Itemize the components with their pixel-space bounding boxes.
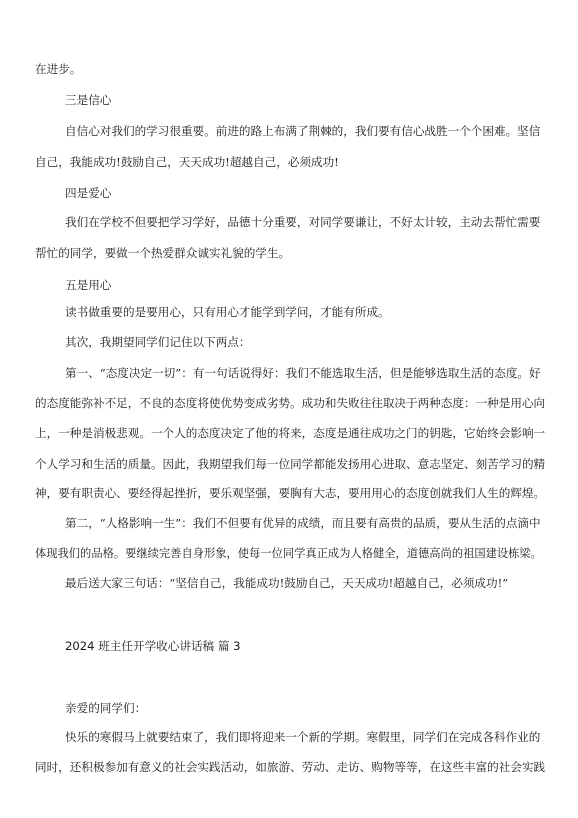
paragraph-line: 在进步。 xyxy=(35,62,82,76)
paragraph-line: 自己，我能成功!鼓励自己，天天成功!超越自己，必须成功! xyxy=(35,155,339,169)
paragraph-line: 第二，“人格影响一生”：我们不但要有优异的成绩，而且要有高贵的品质，要从生活的点滴中 xyxy=(65,516,541,530)
paragraph-line: 快乐的寒假马上就要结束了，我们即将迎来一个新的学期。寒假里，同学们在完成各科作业的 xyxy=(65,730,541,744)
paragraph-line: 的态度能弥补不足，不良的态度将使优势变成劣势。成功和失败往往取决于两种态度：一种是用心向 xyxy=(35,396,546,410)
salutation: 亲爱的同学们： xyxy=(65,701,147,715)
paragraph-line: 读书做重要的是要用心，只有用心才能学到学问，才能有所成。 xyxy=(65,305,390,319)
paragraph-line: 神，要有职责心、要经得起挫折，要乐观坚强，要胸有大志，要用用心的态度创就我们人生的辉煌。 xyxy=(35,486,546,500)
section-heading: 三是信心 xyxy=(65,93,112,107)
paragraph-line: 最后送大家三句话：“坚信自己，我能成功!鼓励自己，天天成功!超越自己，必须成功!” xyxy=(65,576,509,590)
paragraph-line: 自信心对我们的学习很重要。前进的路上布满了荆棘的，我们要有信心战胜一个个困难。坚信 xyxy=(65,124,541,138)
paragraph-line: 同时，还积极参加有意义的社会实践活动，如旅游、劳动、走访、购物等等，在这些丰富的社会实践 xyxy=(35,760,546,774)
paragraph-line: 体现我们的品格。要继续完善自身形象，使每一位同学真正成为人格健全，道德高尚的祖国建设栋梁。 xyxy=(35,547,542,560)
paragraph-line: 个人学习和生活的质量。因此，我期望我们每一位同学都能发扬用心进取、意志坚定、刻苦学习的精 xyxy=(35,457,546,471)
paragraph-line: 第一、“态度决定一切”：有一句话说得好：我们不能选取生活，但是能够选取生活的态度。好 xyxy=(65,366,541,380)
paragraph-line: 我们在学校不但要把学习学好，品德十分重要，对同学要谦让，不好太计较，主动去帮忙需要 xyxy=(65,215,541,229)
article-title: 2024 班主任开学收心讲话稿 篇 3 xyxy=(65,639,241,653)
paragraph-line: 其次，我期望同学们记住以下两点： xyxy=(65,335,251,349)
paragraph-line: 帮忙的同学，要做一个热爱群众诚实礼貌的学生。 xyxy=(35,246,291,260)
section-heading: 五是用心 xyxy=(65,278,112,292)
section-heading: 四是爱心 xyxy=(65,186,112,200)
paragraph-line: 上，一种是消极悲观。一个人的态度决定了他的将来，态度是通往成功之门的钥匙，它始终会影响一 xyxy=(35,426,546,440)
